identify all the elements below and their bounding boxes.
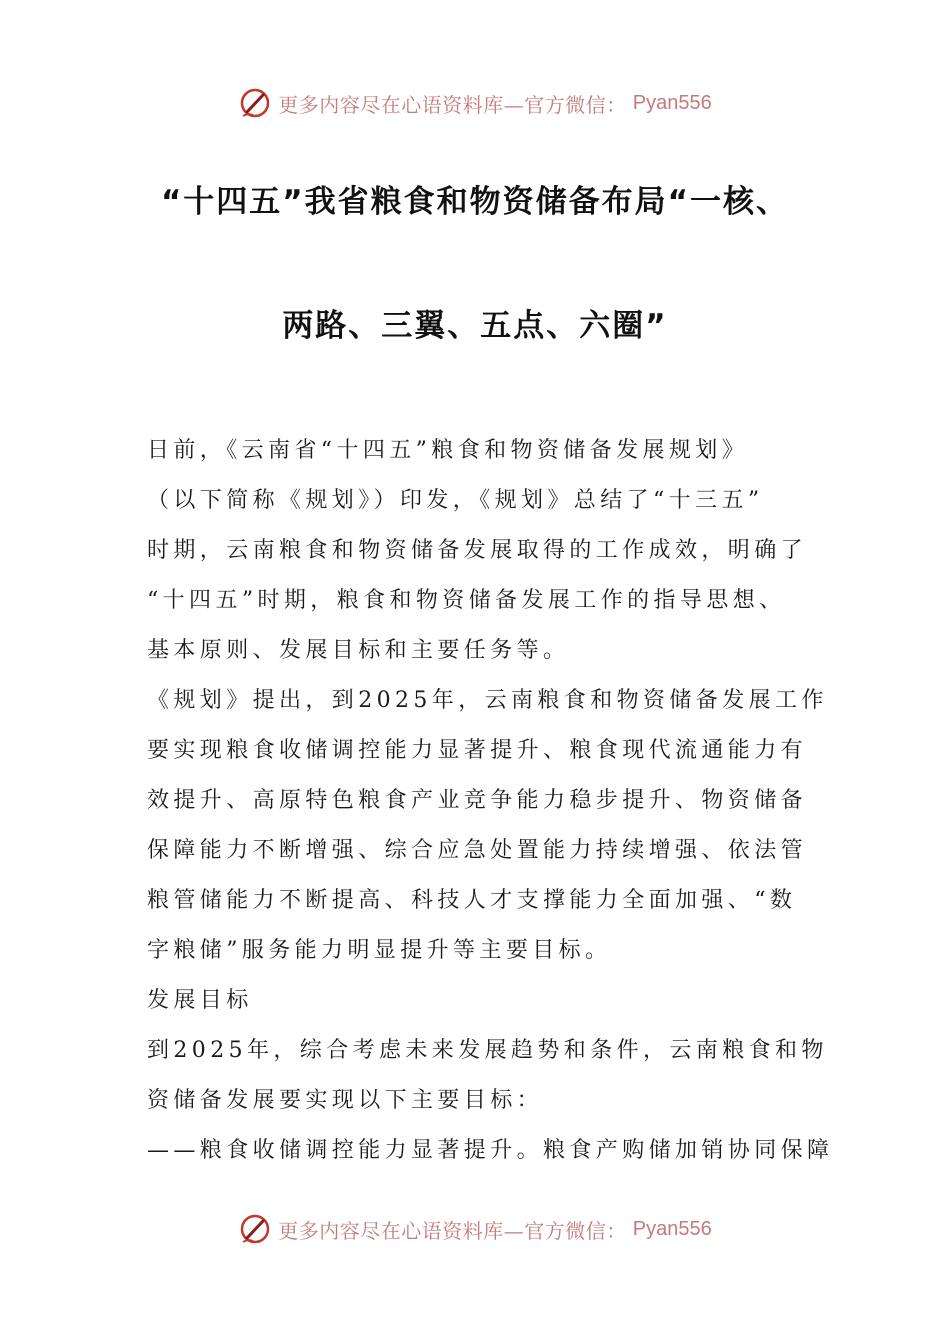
body-line: ——粮食收储调控能力显著提升。粮食产购储加销协同保障 [147, 1138, 834, 1163]
section-heading: 发展目标 [147, 988, 253, 1013]
body-line: 要实现粮食收储调控能力显著提升、粮食现代流通能力有 [147, 738, 808, 763]
pen-circle-logo-icon [238, 1212, 272, 1246]
watermark-wechat-id: Pyan556 [632, 1217, 712, 1240]
body-line: 基本原则、发展目标和主要任务等。 [147, 638, 570, 663]
body-line: “十四五”时期，粮食和物资储备发展工作的指导思想、 [147, 588, 786, 613]
body-line: 资储备发展要实现以下主要目标： [147, 1088, 544, 1113]
document-title-line-1: “十四五”我省粮食和物资储备布局“一核、 [160, 184, 790, 220]
header-watermark [0, 86, 950, 120]
body-line: 《规划》提出，到2025年，云南粮食和物资储备发展工作 [147, 688, 828, 713]
body-line: 到2025年，综合考虑未来发展趋势和条件，云南粮食和物 [147, 1038, 828, 1063]
body-line: 时期，云南粮食和物资储备发展取得的工作成效，明确了 [147, 538, 808, 563]
document-title-line-2: 两路、三翼、五点、六圈” [282, 308, 668, 344]
body-line: 保障能力不断增强、综合应急处置能力持续增强、依法管 [147, 838, 808, 863]
watermark-text: 更多内容尽在心语资料库—官方微信： [278, 92, 627, 117]
body-line: 字粮储”服务能力明显提升等主要目标。 [147, 938, 612, 963]
pen-circle-logo-icon [238, 86, 272, 120]
body-line: 效提升、高原特色粮食产业竞争能力稳步提升、物资储备 [147, 788, 808, 813]
document-body [147, 426, 834, 1176]
body-line: 日前，《云南省“十四五”粮食和物资储备发展规划》 [147, 438, 749, 463]
watermark-text: 更多内容尽在心语资料库—官方微信： [278, 1218, 627, 1243]
watermark-wechat-id: Pyan556 [632, 91, 712, 114]
body-line: 粮管储能力不断提高、科技人才支撑能力全面加强、“数 [147, 888, 797, 913]
footer-watermark [0, 1212, 950, 1246]
body-line: （以下简称《规划》）印发，《规划》总结了“十三五” [147, 488, 764, 513]
